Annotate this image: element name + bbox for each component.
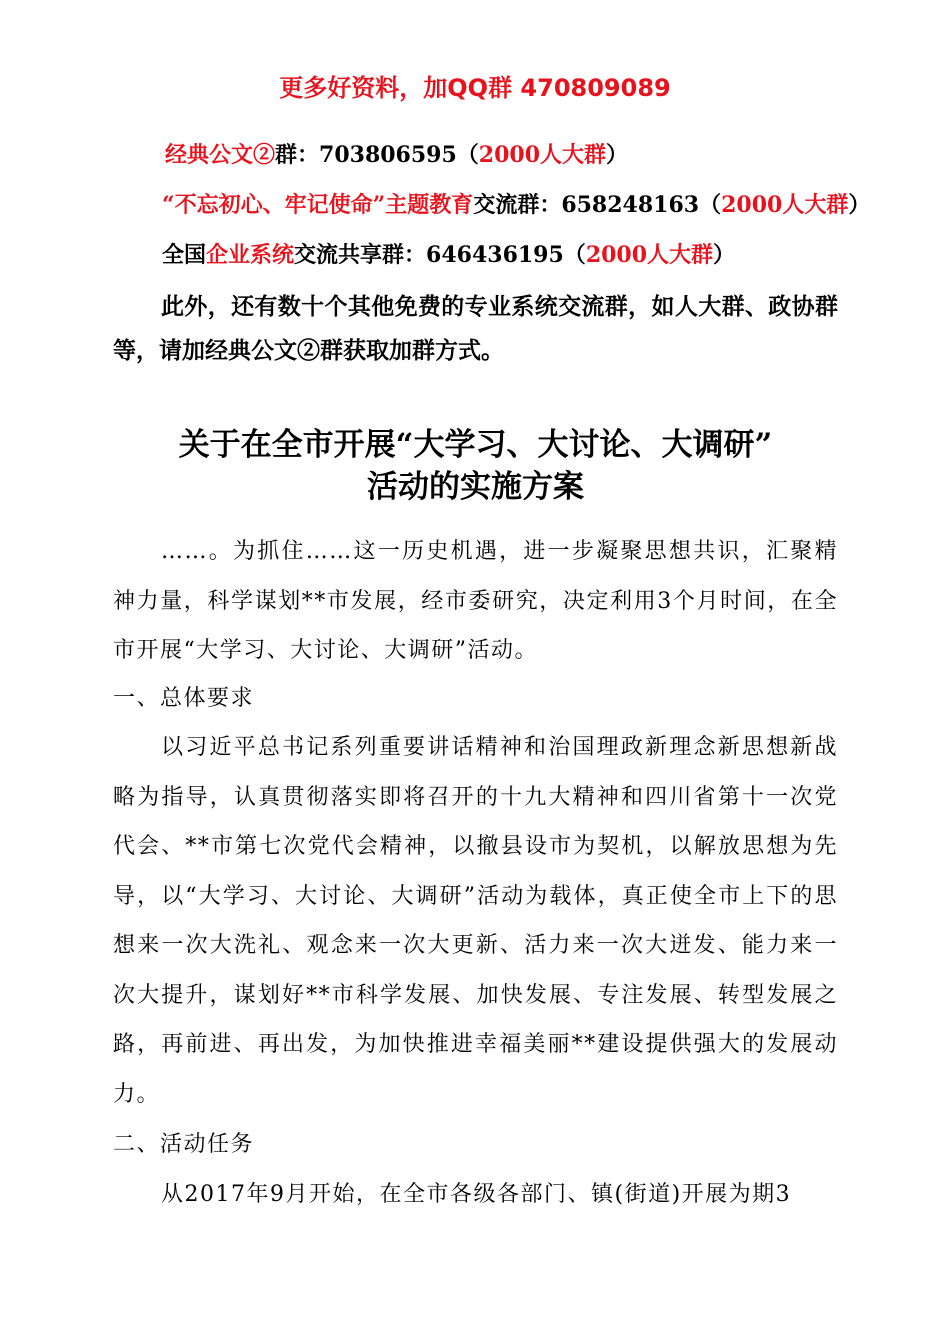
group-2-end: ） bbox=[848, 192, 871, 218]
group-3-name: 企业系统 bbox=[206, 242, 295, 268]
intro-paragraph: ……。为抓住……这一历史机遇，进一步凝聚思想共识，汇聚精神力量，科学谋划**市发展，经市委研究，决定利用3个月时间，在全市开展“大学习、大讨论、大调研”活动。 bbox=[113, 539, 838, 663]
document-title bbox=[113, 424, 838, 508]
group-1-size: 2000人大群 bbox=[478, 142, 607, 168]
title-line-2: 活动的实施方案 bbox=[367, 469, 584, 505]
group-2-size: 2000人大群 bbox=[721, 192, 849, 218]
group-1-end: ） bbox=[606, 142, 629, 168]
group-3-end: ） bbox=[713, 242, 736, 268]
promo-group-1 bbox=[165, 138, 628, 169]
group-1-name: 经典公文② bbox=[165, 142, 276, 168]
section-1-heading: 一、总体要求 bbox=[113, 686, 255, 711]
group-1-number: 群：703806595（ bbox=[275, 142, 479, 168]
section-2-heading: 二、活动任务 bbox=[113, 1132, 255, 1157]
group-3-prefix: 全国 bbox=[162, 242, 207, 268]
group-3-number: 交流共享群：646436195（ bbox=[294, 242, 586, 268]
promo-header: 更多好资料，加QQ群 470809089 bbox=[279, 74, 671, 102]
promo-note: 此外，还有数十个其他免费的专业系统交流群，如人大群、政协群等，请加经典公文②群获取加群方式。 bbox=[113, 293, 838, 364]
section-1-paragraph: 以习近平总书记系列重要讲话精神和治国理政新理念新思想新战略为指导，认真贯彻落实即将召开的十九大精神和四川省第十一次党代会、**市第七次党代会精神，以撤县设市为契机，以解放思想为先导，以“大学习、大讨论、大调研”活动为载体，真正使全市上下的思想来一次大洗礼、观念来一次大更新、活力来一次大迸发、能力来一次大提升，谋划好**市科学发展、加快发展、专注发展、转型发展之路，再前进、再出发，为加快推进幸福美丽**建设提供强大的发展动力。 bbox=[113, 735, 838, 1107]
group-3-size: 2000人大群 bbox=[585, 242, 714, 268]
group-2-number: 交流群：658248163（ bbox=[473, 192, 722, 218]
promo-group-2 bbox=[162, 188, 870, 219]
section-2-paragraph: 从2017年9月开始，在全市各级各部门、镇(街道)开展为期3 bbox=[161, 1182, 792, 1207]
promo-group-3 bbox=[162, 238, 735, 269]
title-line-1: 关于在全市开展“大学习、大讨论、大调研” bbox=[178, 427, 773, 463]
group-2-name: “不忘初心、牢记使命”主题教育 bbox=[162, 192, 474, 218]
